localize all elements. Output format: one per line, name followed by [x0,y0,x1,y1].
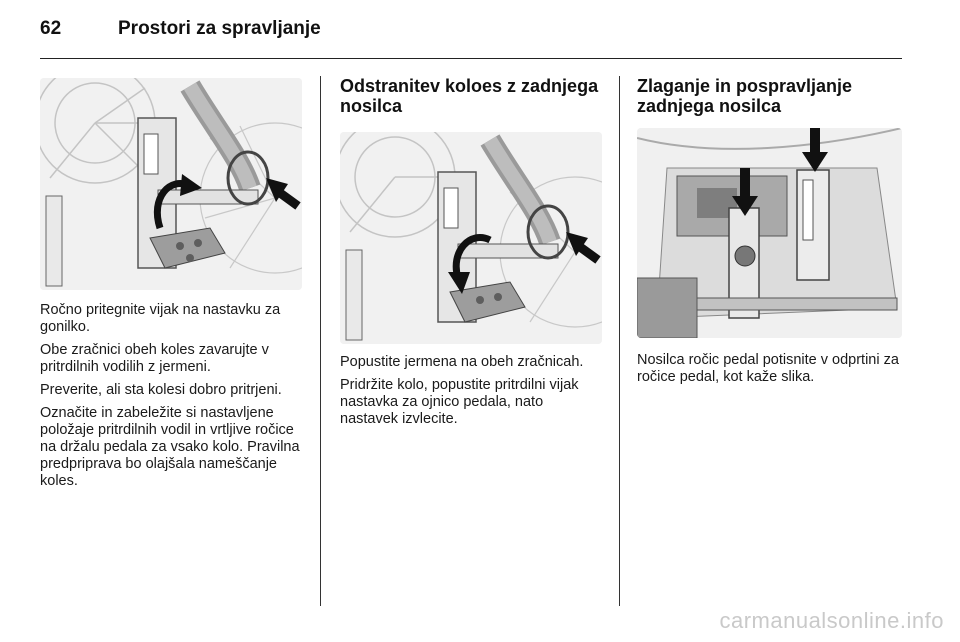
paragraph: Ročno pritegnite vijak na nastavku za gonilko. [40,302,281,335]
page-title: Prostori za spravljanje [118,18,321,39]
column-divider [619,76,620,606]
paragraph: Obe zračnici obeh koles zavarujte v pritrdilnih vodilih z jermeni. [40,342,269,375]
column-3-text [637,352,905,392]
bicycle-pedal-mount-illustration [40,78,302,290]
carrier-folding-illustration [637,128,902,338]
section-heading: Zlaganje in pospravljanje zadnjega nosilca [637,76,853,116]
paragraph: Označite in zabeležite si nastavljene položaje pritrdilnih vodil in vrtljive ročice na držalu pedala za vsako kolo. Pravilna predpriprava bo olajšala nameščanje koles. [40,405,300,489]
watermark: carmanualsonline.info [719,608,944,633]
page-number: 62 [40,18,62,39]
paragraph: Preverite, ali sta kolesi dobro pritrjeni. [40,382,282,398]
paragraph: Popustite jermena na obeh zračnicah. [340,354,584,370]
column-divider [320,76,321,606]
section-heading: Odstranitev koloes z zadnjega nosilca [340,76,599,116]
header-rule [40,58,902,59]
paragraph: Pridržite kolo, popustite pritrdilni vijak nastavka za ojnico pedala, nato nastavek izvlecite. [340,377,579,427]
column-2-text [340,354,605,434]
column-3 [637,76,905,385]
paragraph: Nosilca ročic pedal potisnite v odprtini za ročice pedal, kot kaže slika. [637,352,899,385]
column-2 [340,76,605,427]
bicycle-pedal-release-illustration [340,132,602,344]
column-1-text [40,302,305,496]
